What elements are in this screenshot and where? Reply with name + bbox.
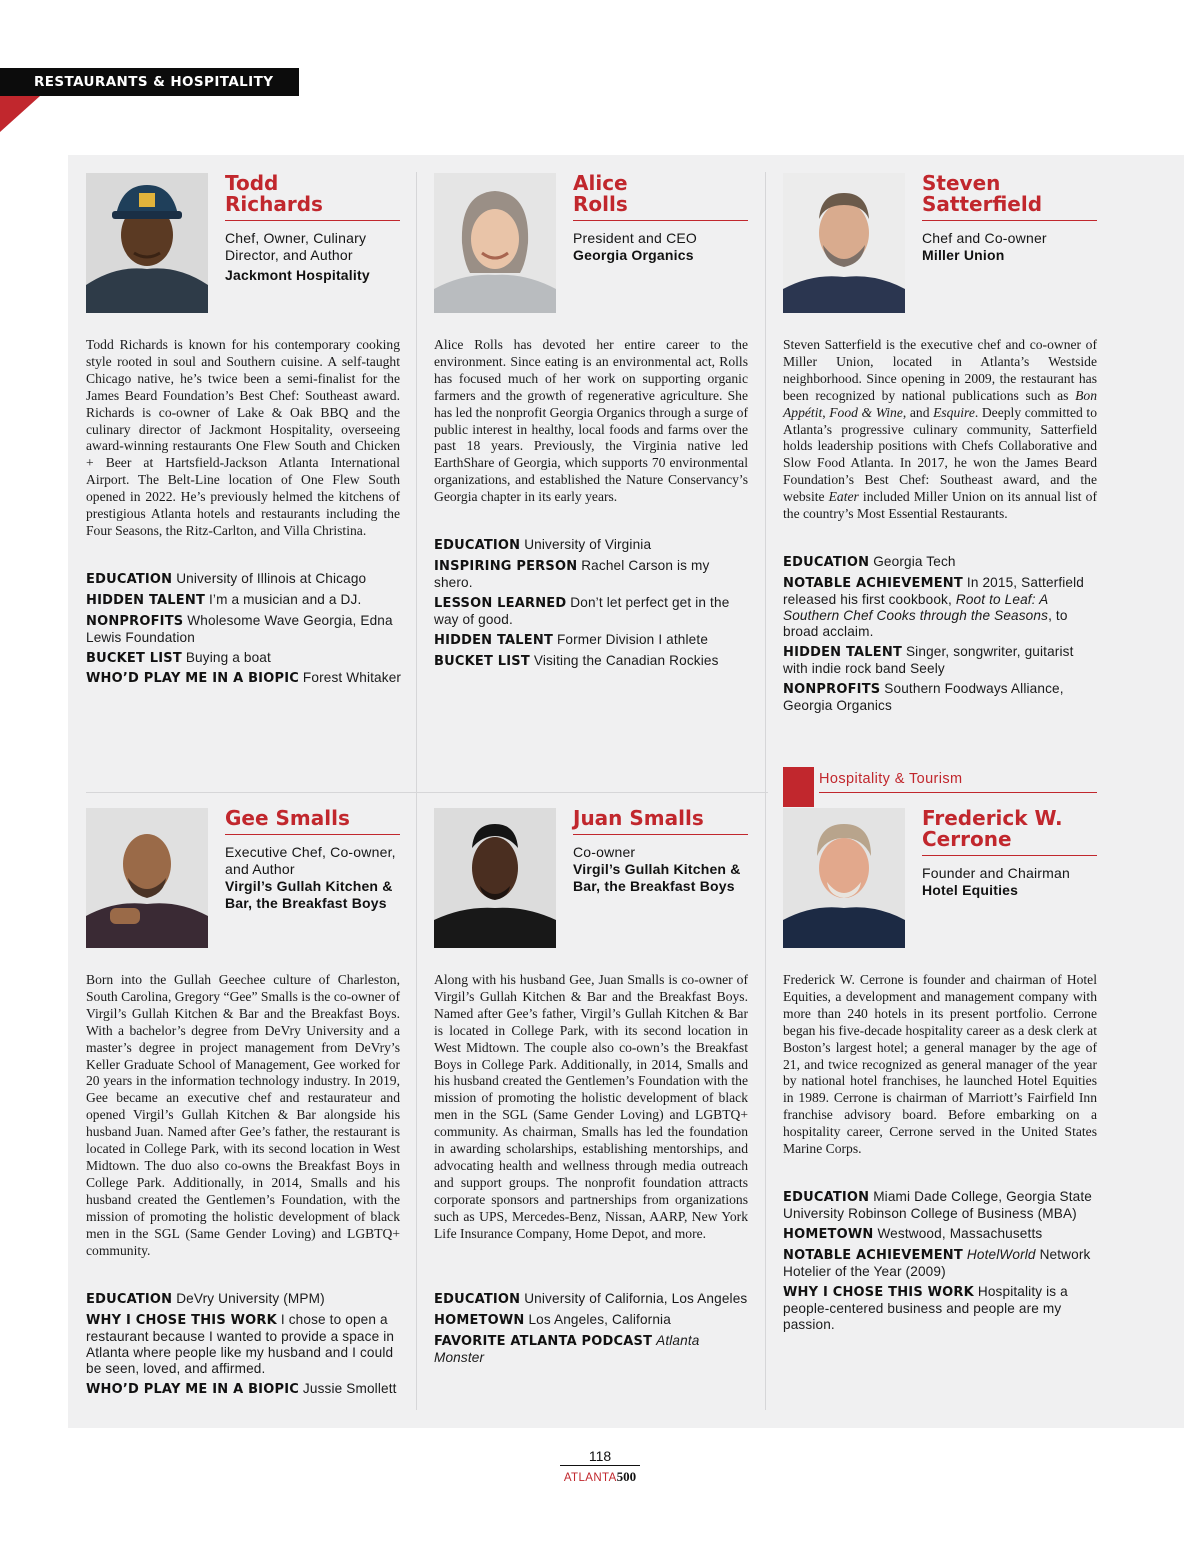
person-bio: Frederick W. Cerrone is founder and chairman of Hotel Equities, a development and management company with more than 240 hotels in its present portfolio. Cerrone began his five-decade hospitality career as a desk clerk at Boston’s largest hotel; a general manager by the age of 21, and twice recognized as general manager of the year by national hotel franchises, he launched Hotel Equities in 1989. Cerrone is chairman of Marriott’s Fairfield Inn franchise advisory board. Before embarking on a hospitality career, Cerrone served in the United States Marine Corps.: [783, 972, 1097, 1157]
person-bio: Born into the Gullah Geechee culture of Charleston, South Carolina, Gregory “Gee” Smalls is the co-owner of Virgil’s Gullah Kitchen & Bar and the Breakfast Boys. With a bachelor’s degree from DeVry University and a master’s degree in project management from DeVry’s Keller Graduate School of Management, Gee worked for 20 years in the information technology industry. In 2019, Gee became an executive chef and restaurateur and opened Virgil’s Gullah Kitchen & Bar alongside his husband Juan. Named after Gee’s father, the restaurant is located in College Park, with its second location in West Midtown. The duo also co-owns the Breakfast Boys in College Park. Additionally, in 2014, Smalls and his husband created the Gentlemen’s Foundation, with the mission of promoting the holistic development of black men in the SGL (Same Gender Loving) and LGBTQ+ community.: [86, 972, 400, 1258]
person-title: Chef and Co-owner: [922, 230, 1047, 246]
fact-label: HOMETOWN: [434, 1312, 525, 1328]
fact-value: I chose to open a restaurant because I wanted to provide a space in Atlanta where people like my husband and I could be seen, loved, and affirmed.: [86, 1311, 395, 1377]
bookmark-icon: [783, 767, 814, 807]
fact-label: EDUCATION: [434, 538, 521, 553]
person-org: Georgia Organics: [573, 247, 694, 263]
name-rule: [573, 220, 748, 221]
fact-label: EDUCATION: [434, 1292, 521, 1307]
fact-value: Don’t let perfect get in the way of good.: [434, 594, 730, 627]
fact-value: University of California, Los Angeles: [524, 1291, 748, 1306]
fact-item: [783, 554, 1099, 571]
column-divider: [416, 172, 417, 1410]
fact-value: DeVry University (MPM): [176, 1291, 325, 1306]
person-name: Todd Richards: [225, 171, 323, 216]
name-rule: [573, 834, 748, 835]
person-bio: Along with his husband Gee, Juan Smalls is co-owner of Virgil’s Gullah Kitchen & Bar and the Breakfast Boys. Named after Gee’s father, Virgil’s Gullah Kitchen & Bar is located in College Park, with its second location in West Midtown. The couple also co-own’s the Breakfast Boys in College Park. Additionally, in 2014, Smalls and his husband created the Gentlemen’s Foundation with the mission of promoting the holistic development of black men in the SGL (Same Gender Loving) and LGBTQ+ community. As chairman, Smalls has led the foundation in awarding scholarships, establishing mentorships, and advocating health and wellness through media outreach and support groups. The nonprofit foundation attracts corporate sponsors and partnerships from organizations such as UPS, Mercedes-Benz, Nissan, AARP, New York Life Insurance Company, Home Depot, and more.: [434, 972, 748, 1241]
fact-label: BUCKET LIST: [434, 653, 530, 669]
fact-value: Visiting the Canadian Rockies: [533, 652, 719, 668]
portrait-photo: [783, 808, 905, 948]
fact-item: [434, 1291, 750, 1308]
fact-value: Wholesome Wave Georgia, Edna Lewis Foundation: [86, 612, 393, 645]
fact-item: [434, 1312, 750, 1329]
portrait-illustration: [86, 808, 208, 948]
portrait-illustration: [434, 173, 556, 313]
section-label: RESTAURANTS & HOSPITALITY: [0, 68, 299, 96]
fact-value: Buying a boat: [185, 649, 271, 665]
fact-label: EDUCATION: [86, 572, 173, 587]
fact-label: NOTABLE ACHIEVEMENT: [783, 575, 963, 591]
portrait-illustration: [783, 808, 905, 948]
fact-item: [86, 1291, 402, 1308]
person-name: Steven Satterfield: [922, 171, 1043, 216]
person-org: Virgil’s Gullah Kitchen & Bar, the Breakfast Boys: [225, 878, 393, 911]
portrait-photo: [783, 173, 905, 313]
fact-value: HotelWorld Network Hotelier of the Year (2009): [783, 1246, 1091, 1279]
fact-item: [783, 681, 1099, 714]
fact-item: [434, 653, 750, 670]
fact-item: [86, 613, 402, 646]
fact-label: WHY I CHOSE THIS WORK: [86, 1312, 277, 1328]
fact-label: HIDDEN TALENT: [783, 645, 903, 661]
person-title: Chef, Owner, Culinary Director, and Author: [225, 230, 367, 263]
name-rule: [225, 834, 400, 835]
row-divider: [86, 792, 768, 793]
fact-value: Atlanta Monster: [434, 1332, 700, 1365]
person-org: Hotel Equities: [922, 882, 1019, 898]
fact-item: [434, 537, 750, 554]
page-number: 118: [588, 1448, 612, 1464]
fact-label: HIDDEN TALENT: [434, 632, 554, 648]
person-name: Gee Smalls: [225, 806, 350, 830]
portrait-photo: [86, 173, 208, 313]
fact-value: In 2015, Satterfield released his first cookbook, Root to Leaf: A Southern Chef Cooks through the Seasons, to broad acclaim.: [783, 574, 1085, 640]
section-wedge: [0, 96, 40, 132]
person-name: Alice Rolls: [573, 171, 628, 216]
person-org: Miller Union: [922, 247, 1005, 263]
person-name: Juan Smalls: [573, 806, 704, 830]
publication-brand: ATLANTA500: [563, 1469, 637, 1484]
fact-value: Forest Whitaker: [302, 670, 402, 686]
fact-value: University of Virginia: [524, 537, 652, 552]
fact-label: EDUCATION: [783, 555, 870, 570]
fact-list: [434, 1291, 750, 1370]
fact-item: [783, 1226, 1099, 1243]
portrait-illustration: [86, 173, 208, 313]
fact-list: [783, 554, 1099, 718]
fact-value: Jussie Smollett: [302, 1381, 397, 1397]
person-title: Executive Chef, Co-owner, and Author: [225, 844, 396, 877]
person-org: Virgil’s Gullah Kitchen & Bar, the Breakfast Boys: [573, 861, 741, 894]
folio-rule: [560, 1465, 640, 1466]
fact-label: EDUCATION: [783, 1190, 870, 1205]
fact-value: Former Division I athlete: [556, 631, 709, 647]
fact-item: [86, 592, 402, 609]
fact-label: NONPROFITS: [783, 682, 881, 698]
portrait-photo: [434, 173, 556, 313]
fact-item: [783, 575, 1099, 641]
name-rule: [922, 220, 1097, 221]
person-bio: Todd Richards is known for his contemporary cooking style rooted in soul and Southern cuisine. A self-taught Chicago native, he’s twice been a semi-finalist for the James Beard Foundation’s Best Chef: Southeast award. Richards is co-owner of Lake & Oak BBQ and the culinary director of Jackmont Hospitality, overseeing award-winning restaurants One Flew South and Chicken + Beer at Hartsfield-Jackson Atlanta International Airport. The Belt-Line location of One Flew South opened in 2022. He’s previously helmed the kitchens of prestigious Atlanta hotels and restaurants including the Four Seasons, the Ritz-Carlton, and Villa Christina.: [86, 337, 400, 538]
portrait-photo: [434, 808, 556, 948]
fact-item: [783, 1247, 1099, 1280]
fact-item: [86, 571, 402, 588]
name-rule: [225, 220, 400, 221]
fact-item: [434, 558, 750, 591]
fact-list: [86, 1291, 402, 1402]
fact-list: [86, 571, 402, 691]
fact-value: Rachel Carson is my shero.: [434, 557, 710, 590]
portrait-illustration: [434, 808, 556, 948]
fact-value: Georgia Tech: [873, 554, 956, 569]
fact-item: [434, 1333, 750, 1366]
fact-label: LESSON LEARNED: [434, 595, 567, 611]
fact-item: [783, 1284, 1099, 1334]
fact-value: Southern Foodways Alliance, Georgia Organics: [783, 681, 1064, 714]
fact-item: [783, 644, 1099, 677]
fact-item: [86, 1381, 402, 1398]
fact-value: Westwood, Massachusetts: [877, 1226, 1043, 1241]
person-bio: Steven Satterfield is the executive chef and co-owner of Miller Union, located in Atlanta’s Westside neighborhood. Since opening in 2009, the restaurant has been recognized by national publications such as Bon Appétit, Food & Wine, and Esquire. Deeply committed to Atlanta’s progressive culinary community, Satterfield holds leadership positions with Chefs Collaborative and Slow Food Atlanta. In 2017, he won the James Beard Foundation’s Best Chef: Southeast award, and the website Eater included Miller Union on its annual list of the country’s Most Essential Restaurants.: [783, 337, 1097, 522]
subsection-label: Hospitality & Tourism: [819, 771, 963, 787]
fact-item: [434, 595, 750, 628]
fact-item: [783, 1189, 1099, 1222]
person-title: Founder and Chairman: [922, 865, 1070, 881]
fact-label: NONPROFITS: [86, 613, 184, 629]
fact-value: Miami Dade College, Georgia State University Robinson College of Business (MBA): [783, 1189, 1092, 1222]
fact-label: WHO’D PLAY ME IN A BIOPIC: [86, 1382, 299, 1398]
fact-list: [434, 537, 750, 673]
person-name: Frederick W. Cerrone: [922, 806, 1063, 851]
fact-label: FAVORITE ATLANTA PODCAST: [434, 1333, 653, 1349]
fact-value: University of Illinois at Chicago: [176, 571, 367, 586]
fact-value: I’m a musician and a DJ.: [208, 591, 362, 607]
fact-label: HIDDEN TALENT: [86, 592, 206, 608]
fact-label: WHO’D PLAY ME IN A BIOPIC: [86, 671, 299, 687]
fact-item: [434, 632, 750, 649]
person-title: Co-owner: [573, 844, 636, 860]
portrait-illustration: [783, 173, 905, 313]
fact-value: Singer, songwriter, guitarist with indie rock band Seely: [783, 644, 1074, 677]
name-rule: [922, 855, 1097, 856]
person-org: Jackmont Hospitality: [225, 267, 370, 283]
fact-list: [783, 1189, 1099, 1337]
subsection-rule: [819, 792, 1097, 793]
fact-item: [86, 1312, 402, 1378]
fact-label: HOMETOWN: [783, 1227, 874, 1242]
fact-item: [86, 650, 402, 667]
fact-label: WHY I CHOSE THIS WORK: [783, 1284, 974, 1300]
person-title: President and CEO: [573, 230, 698, 246]
fact-label: NOTABLE ACHIEVEMENT: [783, 1247, 963, 1263]
column-divider: [765, 172, 766, 1410]
fact-label: BUCKET LIST: [86, 650, 182, 666]
fact-value: Los Angeles, California: [528, 1311, 671, 1327]
fact-value: Hospitality is a people-centered business and people are my passion.: [783, 1283, 1068, 1333]
fact-item: [86, 670, 402, 687]
portrait-photo: [86, 808, 208, 948]
fact-label: EDUCATION: [86, 1292, 173, 1307]
page-folio: [500, 1448, 700, 1486]
fact-label: INSPIRING PERSON: [434, 558, 578, 574]
person-bio: Alice Rolls has devoted her entire career to the environment. Since eating is an environmental act, Rolls has focused much of her work on supporting organic farmers and the growth of regenerative agriculture. She has led the nonprofit Georgia Organics through a surge of public interest in healthy, local foods and farms over the past 18 years. Previously, the Virginia native led EarthShare of Georgia, which supports 70 environmental organizations, and established the Nature Conservancy’s Georgia chapter in its early years.: [434, 337, 748, 505]
